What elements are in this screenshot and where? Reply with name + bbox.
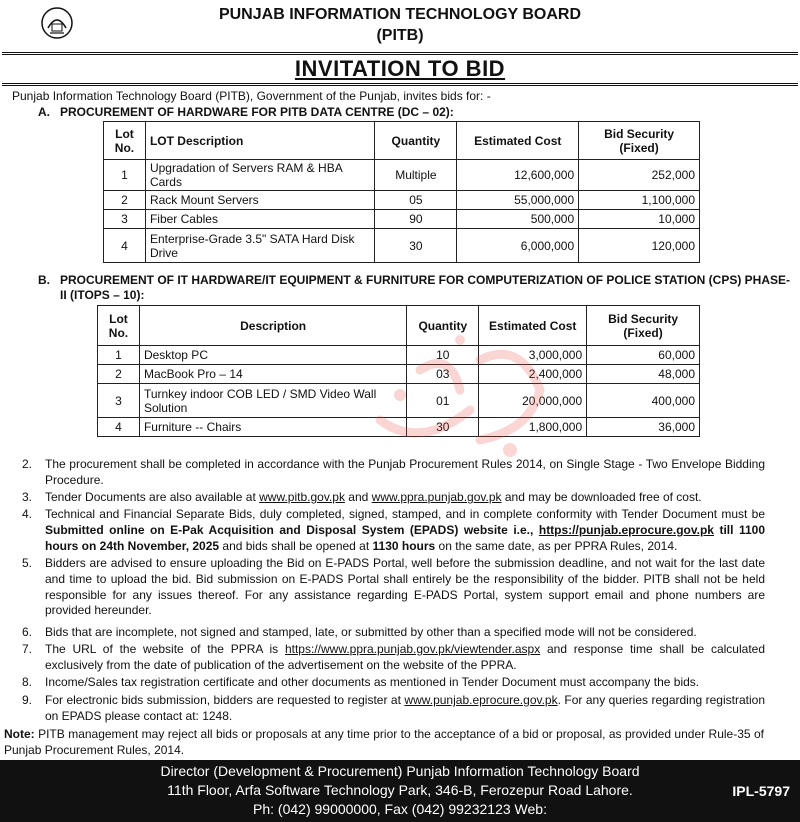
lot-description: Upgradation of Servers RAM & HBA Cards <box>145 160 374 191</box>
col-header: Lot No. <box>98 306 140 346</box>
estimated-cost: 3,000,000 <box>479 346 587 365</box>
table-row <box>104 229 700 263</box>
bid-security: 1,100,000 <box>579 191 700 210</box>
estimated-cost: 2,400,000 <box>479 365 587 384</box>
estimated-cost: 12,600,000 <box>457 160 579 191</box>
col-header: Lot No. <box>104 122 146 160</box>
section-a-letter: A. <box>38 105 50 119</box>
quantity: 05 <box>375 191 457 210</box>
clause-number: 8. <box>22 675 33 689</box>
clause-number: 4. <box>22 507 33 521</box>
lot-description: Desktop PC <box>139 346 406 365</box>
ipl-reference: IPL-5797 <box>732 783 790 799</box>
lot-number: 2 <box>104 191 146 210</box>
org-abbr: (PITB) <box>376 27 424 44</box>
quantity: 90 <box>375 210 457 229</box>
clause-text <box>45 507 765 554</box>
clause-text-part: The URL of the website of the PPRA is <box>45 642 285 656</box>
section-b-letter: B. <box>38 273 50 287</box>
clause-text-part: and may be downloaded free of cost. <box>501 490 702 504</box>
section-a-heading: PROCUREMENT OF HARDWARE FOR PITB DATA CENTRE (DC – 02): <box>60 105 454 119</box>
clause-text-part: . For any queries regarding registration on EPADS please contact at: 1248. <box>45 693 765 723</box>
clause-text-part: For electronic bids submission, bidders are requested to register at <box>45 693 405 707</box>
estimated-cost: 55,000,000 <box>457 191 579 210</box>
table-row <box>104 160 700 191</box>
note-label: Note: <box>4 727 35 741</box>
org-title: PUNJAB INFORMATION TECHNOLOGY BOARD <box>218 6 582 23</box>
section-b-table <box>97 305 700 437</box>
col-header: Quantity <box>375 122 457 160</box>
table-header-row <box>104 122 700 160</box>
col-header: Bid Security (Fixed) <box>579 122 700 160</box>
clause-text-part: on the same date, as per PPRA Rules, 2014. <box>435 538 678 553</box>
clause-text: Bidders are advised to ensure uploading the Bid on E-PADS Portal, well before the submission deadline, and not wait for the last date and time to upload the bid. Bid submission on E-PADS Portal shall entirely be the responsibility of the bidder. PITB shall not be held responsible for any issues thereof. For any assistance regarding E-PADS Portal, system support email and phone numbers are provided hereunder. <box>45 556 765 618</box>
opening-time: 1130 hours <box>372 538 436 553</box>
lot-description: Fiber Cables <box>145 210 374 229</box>
clause-text: Income/Sales tax registration certificate and other documents as mentioned in Tender Document must accompany the bids. <box>45 675 700 689</box>
lot-number: 3 <box>98 384 140 418</box>
footer-bar <box>0 760 800 822</box>
table-row <box>98 365 700 384</box>
bid-security: 120,000 <box>579 229 700 263</box>
banner-title: INVITATION TO BID <box>294 56 506 81</box>
ppra-tender-link[interactable]: https://www.ppra.punjab.gov.pk/viewtender.aspx <box>284 642 541 656</box>
col-header: LOT Description <box>145 122 374 160</box>
clause-text <box>45 642 765 674</box>
clause-number: 6. <box>22 625 33 639</box>
clause-bold-text: Submitted online on E-Pak Acquisition and Disposal System (EPADS) website i.e., <box>45 522 534 537</box>
lot-description: Turnkey indoor COB LED / SMD Video Wall Solution <box>139 384 406 418</box>
footer-line-1: Director (Development & Procurement) Punjab Information Technology Board <box>160 763 640 779</box>
lot-number: 4 <box>104 229 146 263</box>
bid-security: 10,000 <box>579 210 700 229</box>
section-a-table <box>103 121 700 263</box>
estimated-cost: 500,000 <box>457 210 579 229</box>
estimated-cost: 1,800,000 <box>479 418 587 437</box>
ppra-website-link[interactable]: www.ppra.punjab.gov.pk <box>371 490 502 504</box>
lot-number: 1 <box>98 346 140 365</box>
lot-description: Enterprise-Grade 3.5" SATA Hard Disk Drive <box>145 229 374 263</box>
clause-number: 9. <box>22 693 33 707</box>
table-header-row <box>98 306 700 346</box>
clause-text-part: Tender Documents are also available at <box>45 490 260 504</box>
table-row <box>98 346 700 365</box>
clause-number: 5. <box>22 556 33 570</box>
epads-link[interactable]: https://punjab.eprocure.gov.pk <box>538 522 714 537</box>
clause-text: Bids that are incomplete, not signed and stamped, late, or submitted by other than a specified mode will not be considered. <box>45 625 697 639</box>
quantity: 01 <box>407 384 479 418</box>
bid-security: 36,000 <box>587 418 700 437</box>
lot-description: Rack Mount Servers <box>145 191 374 210</box>
lot-description: MacBook Pro – 14 <box>139 365 406 384</box>
table-row <box>104 191 700 210</box>
bid-security: 400,000 <box>587 384 700 418</box>
bid-security: 48,000 <box>587 365 700 384</box>
clause-text-part: and <box>344 490 372 504</box>
clause-text-part: and bids shall be opened at <box>219 538 373 553</box>
estimated-cost: 20,000,000 <box>479 384 587 418</box>
lot-number: 4 <box>98 418 140 437</box>
footer-line-3: Ph: (042) 99000000, Fax (042) 99232123 Web: <box>253 801 547 817</box>
intro-text: Punjab Information Technology Board (PITB), Government of the Punjab, invites bids for: - <box>12 89 491 103</box>
footer-line-2: 11th Floor, Arfa Software Technology Park, 346-B, Ferozepur Road Lahore. <box>167 782 633 798</box>
lot-number: 2 <box>98 365 140 384</box>
bid-security: 252,000 <box>579 160 700 191</box>
note <box>4 727 764 759</box>
col-header: Estimated Cost <box>479 306 587 346</box>
quantity: 30 <box>407 418 479 437</box>
estimated-cost: 6,000,000 <box>457 229 579 263</box>
clause-text <box>45 693 765 725</box>
clause-text-part: Technical and Financial Separate Bids, duly completed, signed, stamped, and in complete conformity with Tender Document must be <box>45 507 765 521</box>
table-row <box>104 210 700 229</box>
col-header: Description <box>139 306 406 346</box>
clause-text <box>45 490 765 506</box>
lot-description: Furniture -- Chairs <box>139 418 406 437</box>
quantity: 10 <box>407 346 479 365</box>
table-row <box>98 384 700 418</box>
quantity: 30 <box>375 229 457 263</box>
clause-number: 2. <box>22 457 33 471</box>
bid-security: 60,000 <box>587 346 700 365</box>
clause-text: The procurement shall be completed in accordance with the Punjab Procurement Rules 2014, on Single Stage - Two Envelope Bidding Procedure. <box>45 457 765 487</box>
section-b-heading: PROCUREMENT OF IT HARDWARE/IT EQUIPMENT & FURNITURE FOR COMPUTERIZATION OF POLICE STATION (CPS) PHASE-II (ITOPS – 10): <box>60 273 790 302</box>
lot-number: 1 <box>104 160 146 191</box>
pitb-website-link[interactable]: www.pitb.gov.pk <box>259 490 345 504</box>
note-text: PITB management may reject all bids or proposals at any time prior to the acceptance of a bid or proposal, as provided under Rule-35 of Punjab Procurement Rules, 2014. <box>4 727 764 757</box>
col-header: Estimated Cost <box>457 122 579 160</box>
quantity: 03 <box>407 365 479 384</box>
deadline-text: till 1100 hours on 24th November, 2025 <box>45 522 766 553</box>
col-header: Quantity <box>407 306 479 346</box>
clause-number: 3. <box>22 490 33 504</box>
eprocure-register-link[interactable]: www.punjab.eprocure.gov.pk <box>404 693 558 707</box>
quantity: Multiple <box>375 160 457 191</box>
clause-text-part: and response time shall be calculated exclusively from the date of publication of the advertisement on the website of the PPRA. <box>45 642 766 672</box>
col-header: Bid Security (Fixed) <box>587 306 700 346</box>
table-row <box>98 418 700 437</box>
lot-number: 3 <box>104 210 146 229</box>
clause-number: 7. <box>22 642 33 656</box>
